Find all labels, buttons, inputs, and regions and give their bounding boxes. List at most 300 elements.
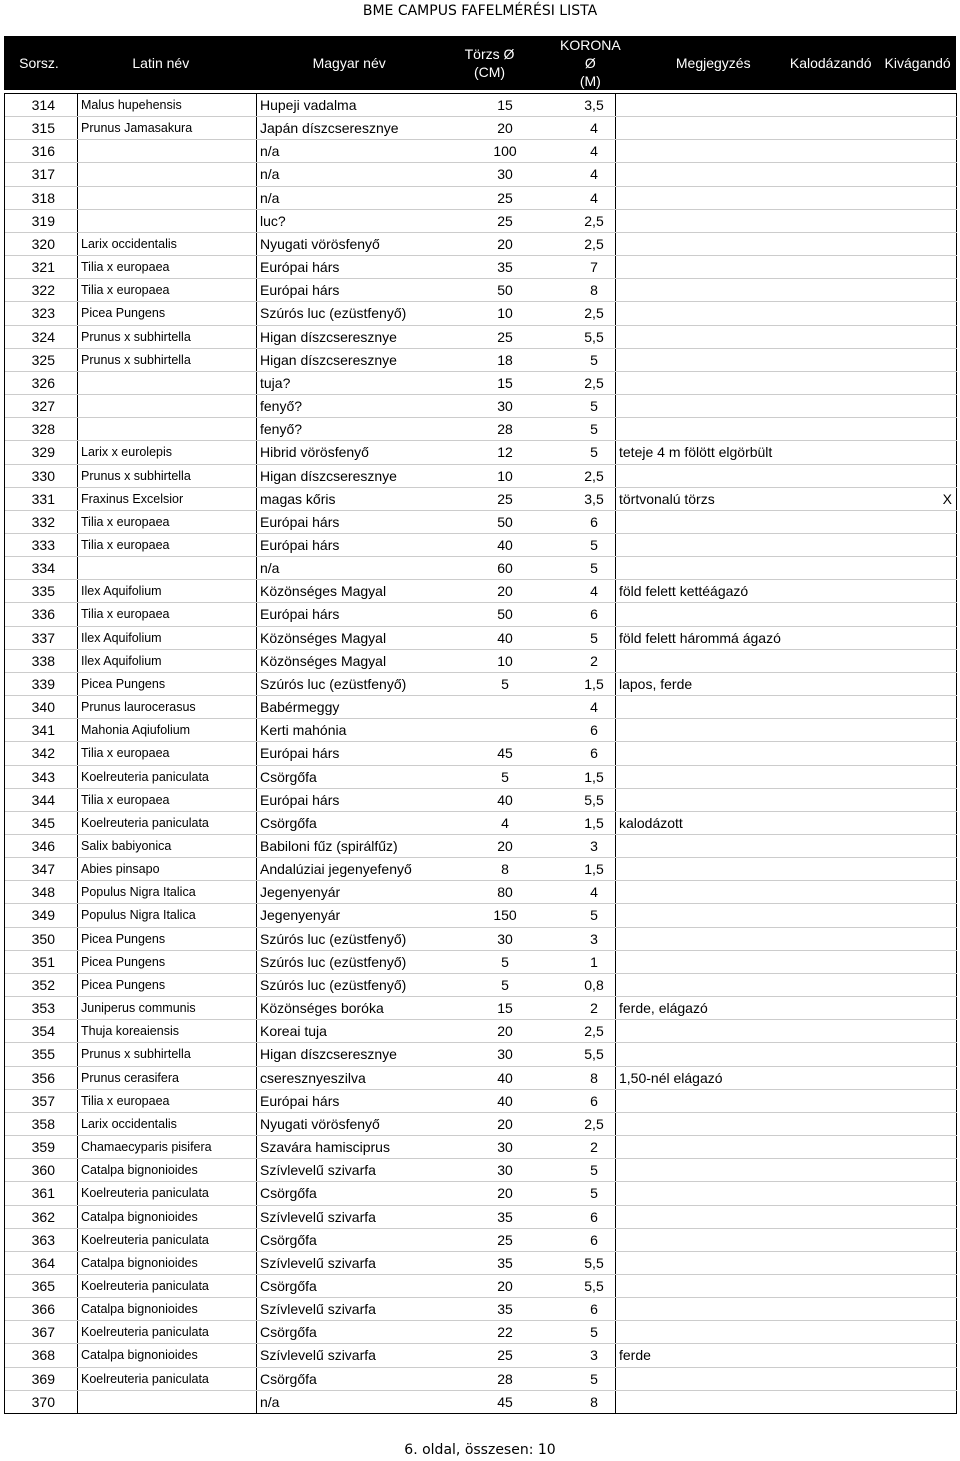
cell-sorsz: 343	[31, 768, 55, 785]
cell-magyar-name: Európai hárs	[256, 279, 465, 301]
cell-kivagando	[888, 1020, 957, 1042]
cell-latin-name: Tilia x europaea	[77, 789, 256, 811]
cell-latin-name: Picea Pungens	[77, 673, 256, 695]
cell-megjegyzes	[615, 1368, 822, 1390]
cell-sorsz: 351	[31, 953, 55, 970]
cell-magyar-name: Higan díszcseresznye	[256, 1043, 465, 1065]
cell-korona: 4	[590, 166, 598, 183]
cell-latin-name: Koelreuteria paniculata	[77, 1229, 256, 1251]
cell-kalodazando	[822, 812, 888, 834]
cell-latin-name: Tilia x europaea	[77, 534, 256, 556]
cell-korona: 6	[590, 606, 598, 623]
cell-magyar-name: Szívlevelű szivarfa	[256, 1344, 465, 1366]
tree-table-body	[4, 93, 957, 1414]
cell-kivagando	[888, 673, 957, 695]
cell-sorsz: 325	[31, 351, 55, 368]
cell-sorsz: 361	[31, 1185, 55, 1202]
cell-kivagando	[888, 997, 957, 1019]
cell-magyar-name: Európai hárs	[256, 1090, 465, 1112]
cell-kivagando	[888, 1067, 957, 1089]
cell-kivagando	[888, 1229, 957, 1251]
cell-magyar-name: n/a	[256, 187, 465, 209]
table-row	[5, 603, 957, 626]
cell-korona: 6	[590, 722, 598, 739]
cell-kalodazando	[822, 742, 888, 764]
cell-magyar-name: fenyő?	[256, 395, 465, 417]
cell-magyar-name: Babérmeggy	[256, 696, 465, 718]
cell-kalodazando	[822, 1206, 888, 1228]
cell-sorsz: 314	[31, 97, 55, 113]
table-row	[5, 465, 957, 488]
cell-magyar-name: Közönséges Magyal	[256, 580, 465, 602]
cell-sorsz: 344	[31, 791, 55, 808]
cell-torzs: 20	[497, 583, 513, 600]
cell-torzs: 30	[497, 1139, 513, 1156]
cell-latin-name	[77, 372, 256, 394]
cell-kalodazando	[822, 603, 888, 625]
cell-kalodazando	[822, 1067, 888, 1089]
cell-korona: 4	[590, 699, 598, 716]
cell-megjegyzes	[615, 1136, 822, 1158]
cell-torzs: 20	[497, 1277, 513, 1294]
cell-sorsz: 369	[31, 1370, 55, 1387]
cell-korona: 8	[590, 282, 598, 299]
table-row	[5, 742, 957, 765]
cell-megjegyzes	[615, 1113, 822, 1135]
cell-torzs	[465, 719, 545, 741]
cell-korona: 8	[590, 1069, 598, 1086]
cell-kivagando	[888, 1321, 957, 1343]
cell-sorsz: 362	[31, 1208, 55, 1225]
cell-sorsz: 324	[31, 328, 55, 345]
cell-torzs: 40	[497, 791, 513, 808]
cell-megjegyzes	[615, 372, 822, 394]
cell-sorsz: 341	[31, 722, 55, 739]
cell-latin-name: Malus hupehensis	[77, 94, 256, 116]
cell-kivagando	[888, 1298, 957, 1320]
cell-magyar-name: Hupeji vadalma	[256, 94, 465, 116]
cell-kalodazando	[822, 488, 888, 510]
cell-magyar-name: Csörgőfa	[256, 1321, 465, 1343]
cell-korona: 5	[590, 536, 598, 553]
table-row	[5, 488, 957, 511]
cell-kalodazando	[822, 1159, 888, 1181]
cell-magyar-name: Közönséges Magyal	[256, 627, 465, 649]
cell-korona: 8	[590, 1393, 598, 1410]
cell-megjegyzes	[615, 94, 822, 116]
cell-megjegyzes	[615, 326, 822, 348]
cell-kalodazando	[822, 766, 888, 788]
column-header-kalodazando: Kalodázandó	[789, 55, 872, 71]
cell-latin-name: Tilia x europaea	[77, 256, 256, 278]
cell-magyar-name: Andalúziai jegenyefenyő	[256, 858, 465, 880]
table-row	[5, 279, 957, 302]
cell-sorsz: 342	[31, 745, 55, 762]
cell-korona: 2,5	[584, 1115, 604, 1132]
cell-korona: 5	[590, 1185, 598, 1202]
cell-megjegyzes	[615, 928, 822, 950]
cell-kalodazando	[822, 557, 888, 579]
cell-korona: 5	[590, 560, 598, 577]
cell-megjegyzes	[615, 1229, 822, 1251]
cell-kalodazando	[822, 187, 888, 209]
cell-latin-name	[77, 140, 256, 162]
column-header-megjegyzes: Megjegyzés	[675, 55, 751, 71]
cell-megjegyzes	[615, 742, 822, 764]
cell-torzs: 8	[501, 861, 509, 878]
cell-sorsz: 326	[31, 374, 55, 391]
cell-latin-name: Populus Nigra Italica	[77, 904, 256, 926]
cell-magyar-name: Szúrós luc (ezüstfenyő)	[256, 951, 465, 973]
cell-sorsz: 321	[31, 259, 55, 276]
cell-latin-name: Catalpa bignonioides	[77, 1206, 256, 1228]
cell-korona: 5,5	[584, 1046, 604, 1063]
cell-latin-name: Larix occidentalis	[77, 1113, 256, 1135]
cell-kalodazando	[822, 326, 888, 348]
cell-torzs: 20	[497, 1115, 513, 1132]
cell-kalodazando	[822, 997, 888, 1019]
table-row	[5, 233, 957, 256]
cell-magyar-name: Higan díszcseresznye	[256, 465, 465, 487]
cell-latin-name: Larix x eurolepis	[77, 441, 256, 463]
cell-kivagando	[888, 1206, 957, 1228]
cell-latin-name: Tilia x europaea	[77, 1090, 256, 1112]
cell-magyar-name: Japán díszcseresznye	[256, 117, 465, 139]
cell-magyar-name: magas kőris	[256, 488, 465, 510]
cell-torzs: 35	[497, 1301, 513, 1318]
table-row	[5, 163, 957, 186]
cell-kivagando: X	[888, 488, 957, 510]
cell-korona: 2,5	[584, 305, 604, 322]
cell-kivagando	[888, 187, 957, 209]
table-row	[5, 812, 957, 835]
cell-kalodazando	[822, 1391, 888, 1413]
cell-korona: 3,5	[584, 97, 604, 113]
cell-sorsz: 316	[31, 143, 55, 160]
cell-torzs: 20	[497, 838, 513, 854]
column-header-torzs-line1: Törzs Ø	[464, 46, 515, 62]
table-row	[5, 719, 957, 742]
cell-latin-name: Picea Pungens	[77, 951, 256, 973]
cell-korona: 6	[590, 1092, 598, 1109]
cell-magyar-name: Közönséges Magyal	[256, 650, 465, 672]
cell-kivagando	[888, 1252, 957, 1274]
cell-torzs: 20	[497, 1023, 513, 1040]
cell-magyar-name: Jegenyenyár	[256, 904, 465, 926]
cell-latin-name: Prunus x subhirtella	[77, 465, 256, 487]
cell-sorsz: 320	[31, 235, 55, 252]
cell-korona: 5,5	[584, 1277, 604, 1294]
cell-kalodazando	[822, 719, 888, 741]
cell-magyar-name: Csörgőfa	[256, 766, 465, 788]
cell-korona: 6	[590, 1301, 598, 1318]
table-row	[5, 835, 957, 858]
cell-kalodazando	[822, 349, 888, 371]
cell-megjegyzes	[615, 951, 822, 973]
cell-megjegyzes	[615, 187, 822, 209]
cell-kivagando	[888, 928, 957, 950]
cell-korona: 4	[590, 189, 598, 206]
cell-korona: 2	[590, 1000, 598, 1017]
cell-kivagando	[888, 627, 957, 649]
cell-torzs: 50	[497, 513, 513, 530]
cell-kalodazando	[822, 1252, 888, 1274]
cell-sorsz: 356	[31, 1069, 55, 1086]
cell-latin-name: Koelreuteria paniculata	[77, 766, 256, 788]
page-title: BME CAMPUS FAFELMÉRÉSI LISTA	[362, 3, 598, 19]
cell-kivagando	[888, 441, 957, 463]
cell-magyar-name: Szúrós luc (ezüstfenyő)	[256, 974, 465, 996]
cell-latin-name: Prunus laurocerasus	[77, 696, 256, 718]
cell-sorsz: 327	[31, 398, 55, 415]
cell-korona: 3,5	[584, 490, 604, 507]
cell-kalodazando	[822, 858, 888, 880]
column-header-korona-line2: (M)	[579, 73, 601, 89]
cell-magyar-name: Európai hárs	[256, 603, 465, 625]
cell-kivagando	[888, 1043, 957, 1065]
table-row	[5, 650, 957, 673]
cell-korona: 5,5	[584, 1254, 604, 1271]
cell-kivagando	[888, 1275, 957, 1297]
cell-magyar-name: tuja?	[256, 372, 465, 394]
cell-latin-name	[77, 163, 256, 185]
cell-sorsz: 368	[31, 1347, 55, 1364]
cell-latin-name: Thuja koreaiensis	[77, 1020, 256, 1042]
cell-kalodazando	[822, 511, 888, 533]
table-row	[5, 627, 957, 650]
cell-sorsz: 353	[31, 1000, 55, 1017]
cell-sorsz: 328	[31, 421, 55, 438]
cell-kivagando	[888, 812, 957, 834]
cell-torzs: 45	[497, 1393, 513, 1410]
cell-torzs: 80	[497, 884, 513, 901]
cell-torzs: 25	[497, 328, 513, 345]
cell-kivagando	[888, 94, 957, 116]
cell-latin-name: Koelreuteria paniculata	[77, 812, 256, 834]
cell-kalodazando	[822, 1275, 888, 1297]
cell-kivagando	[888, 1136, 957, 1158]
cell-magyar-name: luc?	[256, 210, 465, 232]
cell-kalodazando	[822, 881, 888, 903]
cell-megjegyzes: 1,50-nél elágazó	[615, 1067, 822, 1089]
cell-kalodazando	[822, 395, 888, 417]
cell-megjegyzes	[615, 835, 822, 857]
cell-megjegyzes: föld felett hárommá ágazó	[615, 627, 822, 649]
cell-torzs: 45	[497, 745, 513, 762]
cell-korona: 5	[590, 907, 598, 924]
cell-magyar-name: Európai hárs	[256, 789, 465, 811]
table-row	[5, 372, 957, 395]
table-row	[5, 302, 957, 325]
cell-torzs: 25	[497, 1347, 513, 1364]
cell-torzs: 35	[497, 259, 513, 276]
cell-magyar-name: n/a	[256, 140, 465, 162]
cell-megjegyzes: kalodázott	[615, 812, 822, 834]
cell-magyar-name: cseresznyeszilva	[256, 1067, 465, 1089]
cell-megjegyzes	[615, 1159, 822, 1181]
cell-korona: 1,5	[584, 768, 604, 785]
cell-korona: 1,5	[584, 814, 604, 831]
cell-torzs: 15	[497, 374, 513, 391]
cell-sorsz: 345	[31, 814, 55, 831]
cell-korona: 5	[590, 1370, 598, 1387]
cell-kalodazando	[822, 789, 888, 811]
cell-megjegyzes	[615, 974, 822, 996]
cell-latin-name	[77, 210, 256, 232]
cell-kalodazando	[822, 140, 888, 162]
cell-sorsz: 322	[31, 282, 55, 299]
cell-sorsz: 335	[31, 583, 55, 600]
cell-kivagando	[888, 233, 957, 255]
cell-kalodazando	[822, 372, 888, 394]
cell-kalodazando	[822, 233, 888, 255]
cell-megjegyzes	[615, 1206, 822, 1228]
cell-kalodazando	[822, 1113, 888, 1135]
cell-megjegyzes	[615, 117, 822, 139]
table-row	[5, 534, 957, 557]
cell-sorsz: 358	[31, 1115, 55, 1132]
column-header-kivagando: Kivágandó	[884, 55, 951, 71]
cell-latin-name: Ilex Aquifolium	[77, 627, 256, 649]
column-header-korona-line1: KORONA Ø	[559, 37, 621, 71]
cell-magyar-name: Szúrós luc (ezüstfenyő)	[256, 673, 465, 695]
cell-megjegyzes	[615, 279, 822, 301]
cell-megjegyzes	[615, 534, 822, 556]
cell-megjegyzes	[615, 1252, 822, 1274]
cell-magyar-name: Higan díszcseresznye	[256, 349, 465, 371]
cell-kivagando	[888, 1113, 957, 1135]
cell-kivagando	[888, 650, 957, 672]
cell-torzs: 60	[497, 560, 513, 577]
cell-megjegyzes: lapos, ferde	[615, 673, 822, 695]
cell-latin-name: Prunus Jamasakura	[77, 117, 256, 139]
cell-korona: 2,5	[584, 374, 604, 391]
table-row	[5, 511, 957, 534]
table-row	[5, 1113, 957, 1136]
cell-kivagando	[888, 580, 957, 602]
cell-torzs: 40	[497, 1069, 513, 1086]
cell-latin-name: Picea Pungens	[77, 974, 256, 996]
column-header-latin: Latin név	[132, 55, 190, 71]
cell-sorsz: 365	[31, 1277, 55, 1294]
cell-torzs: 4	[501, 814, 509, 831]
cell-latin-name: Koelreuteria paniculata	[77, 1368, 256, 1390]
cell-kalodazando	[822, 256, 888, 278]
cell-kivagando	[888, 465, 957, 487]
cell-korona: 1	[590, 953, 598, 970]
cell-korona: 5	[590, 421, 598, 438]
table-row	[5, 951, 957, 974]
cell-magyar-name: Közönséges boróka	[256, 997, 465, 1019]
cell-kalodazando	[822, 650, 888, 672]
cell-sorsz: 370	[31, 1393, 55, 1410]
cell-magyar-name: Szavára hamisciprus	[256, 1136, 465, 1158]
table-row	[5, 1298, 957, 1321]
cell-latin-name: Tilia x europaea	[77, 603, 256, 625]
cell-kalodazando	[822, 1229, 888, 1251]
cell-torzs: 28	[497, 1370, 513, 1387]
cell-kalodazando	[822, 210, 888, 232]
cell-kalodazando	[822, 1368, 888, 1390]
cell-latin-name: Tilia x europaea	[77, 742, 256, 764]
cell-magyar-name: Koreai tuja	[256, 1020, 465, 1042]
cell-megjegyzes	[615, 1020, 822, 1042]
table-row	[5, 94, 957, 117]
table-row	[5, 1368, 957, 1391]
cell-megjegyzes	[615, 395, 822, 417]
cell-megjegyzes	[615, 163, 822, 185]
cell-torzs: 10	[497, 305, 513, 322]
cell-magyar-name: Jegenyenyár	[256, 881, 465, 903]
table-row	[5, 1182, 957, 1205]
cell-megjegyzes	[615, 140, 822, 162]
cell-latin-name: Tilia x europaea	[77, 511, 256, 533]
cell-kalodazando	[822, 835, 888, 857]
cell-kivagando	[888, 163, 957, 185]
cell-magyar-name: Csörgőfa	[256, 1275, 465, 1297]
cell-korona: 5	[590, 1324, 598, 1341]
cell-sorsz: 323	[31, 305, 55, 322]
cell-korona: 2	[590, 1139, 598, 1156]
cell-kivagando	[888, 279, 957, 301]
table-row	[5, 789, 957, 812]
cell-sorsz: 332	[31, 513, 55, 530]
cell-korona: 4	[590, 143, 598, 160]
cell-torzs: 50	[497, 606, 513, 623]
cell-magyar-name: Szívlevelű szivarfa	[256, 1252, 465, 1274]
cell-sorsz: 319	[31, 212, 55, 229]
cell-kivagando	[888, 1344, 957, 1366]
cell-torzs: 12	[497, 444, 513, 461]
cell-torzs: 35	[497, 1254, 513, 1271]
cell-korona: 5	[590, 351, 598, 368]
cell-kivagando	[888, 302, 957, 324]
cell-megjegyzes	[615, 881, 822, 903]
cell-kalodazando	[822, 580, 888, 602]
cell-megjegyzes	[615, 1321, 822, 1343]
table-row	[5, 904, 957, 927]
cell-torzs: 22	[497, 1324, 513, 1341]
cell-torzs: 5	[501, 976, 509, 993]
cell-kalodazando	[822, 465, 888, 487]
table-row	[5, 418, 957, 441]
cell-torzs: 40	[497, 1092, 513, 1109]
cell-sorsz: 357	[31, 1092, 55, 1109]
cell-torzs: 30	[497, 398, 513, 415]
cell-latin-name	[77, 418, 256, 440]
cell-kivagando	[888, 210, 957, 232]
cell-magyar-name: Kerti mahónia	[256, 719, 465, 741]
table-row	[5, 1321, 957, 1344]
table-header	[4, 36, 956, 90]
table-row	[5, 766, 957, 789]
cell-sorsz: 337	[31, 629, 55, 646]
cell-korona: 2,5	[584, 1023, 604, 1040]
table-row	[5, 1206, 957, 1229]
cell-sorsz: 350	[31, 930, 55, 947]
cell-latin-name: Juniperus communis	[77, 997, 256, 1019]
table-row	[5, 1252, 957, 1275]
cell-korona: 4	[590, 884, 598, 901]
cell-latin-name: Picea Pungens	[77, 928, 256, 950]
column-header-torzs	[451, 45, 529, 81]
cell-latin-name: Ilex Aquifolium	[77, 650, 256, 672]
cell-sorsz: 333	[31, 536, 55, 553]
cell-sorsz: 317	[31, 166, 55, 183]
cell-megjegyzes	[615, 858, 822, 880]
cell-korona: 6	[590, 513, 598, 530]
cell-magyar-name: Csörgőfa	[256, 1368, 465, 1390]
